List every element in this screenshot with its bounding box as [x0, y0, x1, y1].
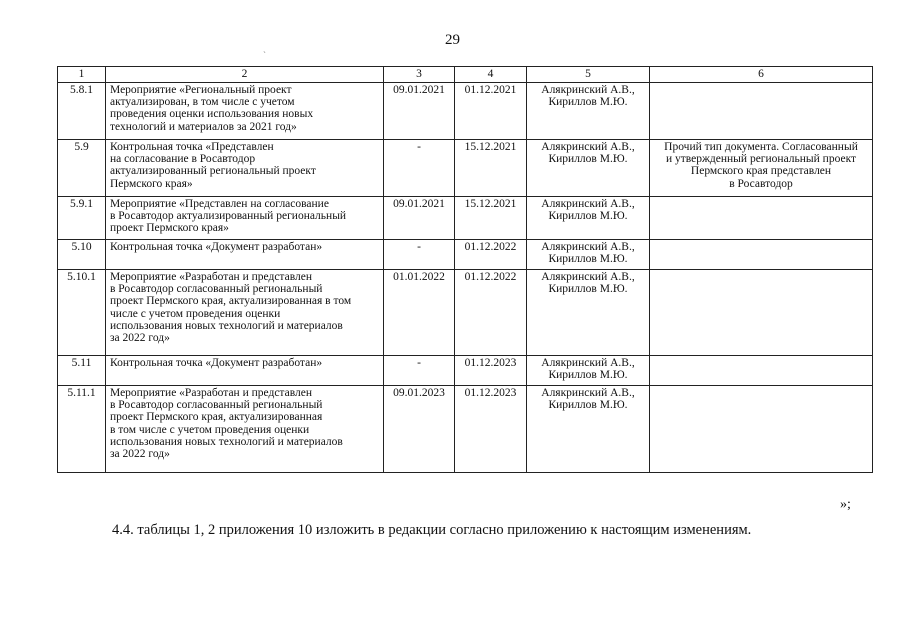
table-row	[58, 386, 873, 473]
item-number: 5.11	[58, 356, 106, 386]
item-name: Контрольная точка «Документ разработан»	[106, 240, 384, 270]
responsible: Алякринский А.В., Кириллов М.Ю.	[527, 240, 650, 270]
note	[650, 386, 873, 473]
item-name: Контрольная точка «Представлен на согласование в Росавтодор актуализированный региональный проект Пермского края»	[106, 140, 384, 197]
table-row	[58, 83, 873, 140]
column-header: 4	[455, 67, 527, 83]
amendment-paragraph: 4.4. таблицы 1, 2 приложения 10 изложить в редакции согласно приложению к настоящим изменениям.	[112, 522, 752, 538]
note	[650, 356, 873, 386]
responsible: Алякринский А.В., Кириллов М.Ю.	[527, 197, 650, 240]
start-date: 09.01.2021	[384, 197, 455, 240]
column-header: 1	[58, 67, 106, 83]
item-name: Мероприятие «Разработан и представлен в Росавтодор согласованный региональный проект Пермского края, актуализированная в том числе с учетом проведения оценки использования новых технологий и материалов за 2022 год»	[106, 270, 384, 356]
start-date: 01.01.2022	[384, 270, 455, 356]
note	[650, 270, 873, 356]
end-date: 15.12.2021	[455, 140, 527, 197]
table-row	[58, 140, 873, 197]
end-date: 15.12.2021	[455, 197, 527, 240]
end-date: 01.12.2021	[455, 83, 527, 140]
item-number: 5.9	[58, 140, 106, 197]
column-header: 6	[650, 67, 873, 83]
start-date: -	[384, 356, 455, 386]
table-row	[58, 356, 873, 386]
start-date: 09.01.2023	[384, 386, 455, 473]
note: Прочий тип документа. Согласованный и утвержденный региональный проект Пермского края представлен в Росавтодор	[650, 140, 873, 197]
end-date: 01.12.2023	[455, 386, 527, 473]
closing-quote: »;	[840, 497, 851, 512]
end-date: 01.12.2023	[455, 356, 527, 386]
item-number: 5.10.1	[58, 270, 106, 356]
table-row	[58, 197, 873, 240]
responsible: Алякринский А.В., Кириллов М.Ю.	[527, 83, 650, 140]
stray-mark: `	[263, 50, 266, 60]
responsible: Алякринский А.В., Кириллов М.Ю.	[527, 386, 650, 473]
table-header-row	[58, 67, 873, 83]
note	[650, 83, 873, 140]
plan-table	[57, 66, 873, 473]
item-number: 5.11.1	[58, 386, 106, 473]
responsible: Алякринский А.В., Кириллов М.Ю.	[527, 356, 650, 386]
start-date: -	[384, 140, 455, 197]
note	[650, 197, 873, 240]
item-name: Мероприятие «Региональный проект актуализирован, в том числе с учетом проведения оценки использования новых технологий и материалов за 2021 год»	[106, 83, 384, 140]
column-header: 5	[527, 67, 650, 83]
end-date: 01.12.2022	[455, 240, 527, 270]
item-number: 5.10	[58, 240, 106, 270]
item-name: Мероприятие «Представлен на согласование в Росавтодор актуализированный региональный проект Пермского края»	[106, 197, 384, 240]
table-row	[58, 240, 873, 270]
start-date: 09.01.2021	[384, 83, 455, 140]
item-number: 5.8.1	[58, 83, 106, 140]
end-date: 01.12.2022	[455, 270, 527, 356]
item-number: 5.9.1	[58, 197, 106, 240]
responsible: Алякринский А.В., Кириллов М.Ю.	[527, 140, 650, 197]
note	[650, 240, 873, 270]
column-header: 2	[106, 67, 384, 83]
item-name: Мероприятие «Разработан и представлен в Росавтодор согласованный региональный проект Пермского края, актуализированная в том числе с учетом проведения оценки использования новых технологий и материалов за 2022 год»	[106, 386, 384, 473]
item-name: Контрольная точка «Документ разработан»	[106, 356, 384, 386]
responsible: Алякринский А.В., Кириллов М.Ю.	[527, 270, 650, 356]
page-number: 29	[445, 32, 460, 48]
start-date: -	[384, 240, 455, 270]
column-header: 3	[384, 67, 455, 83]
table-row	[58, 270, 873, 356]
